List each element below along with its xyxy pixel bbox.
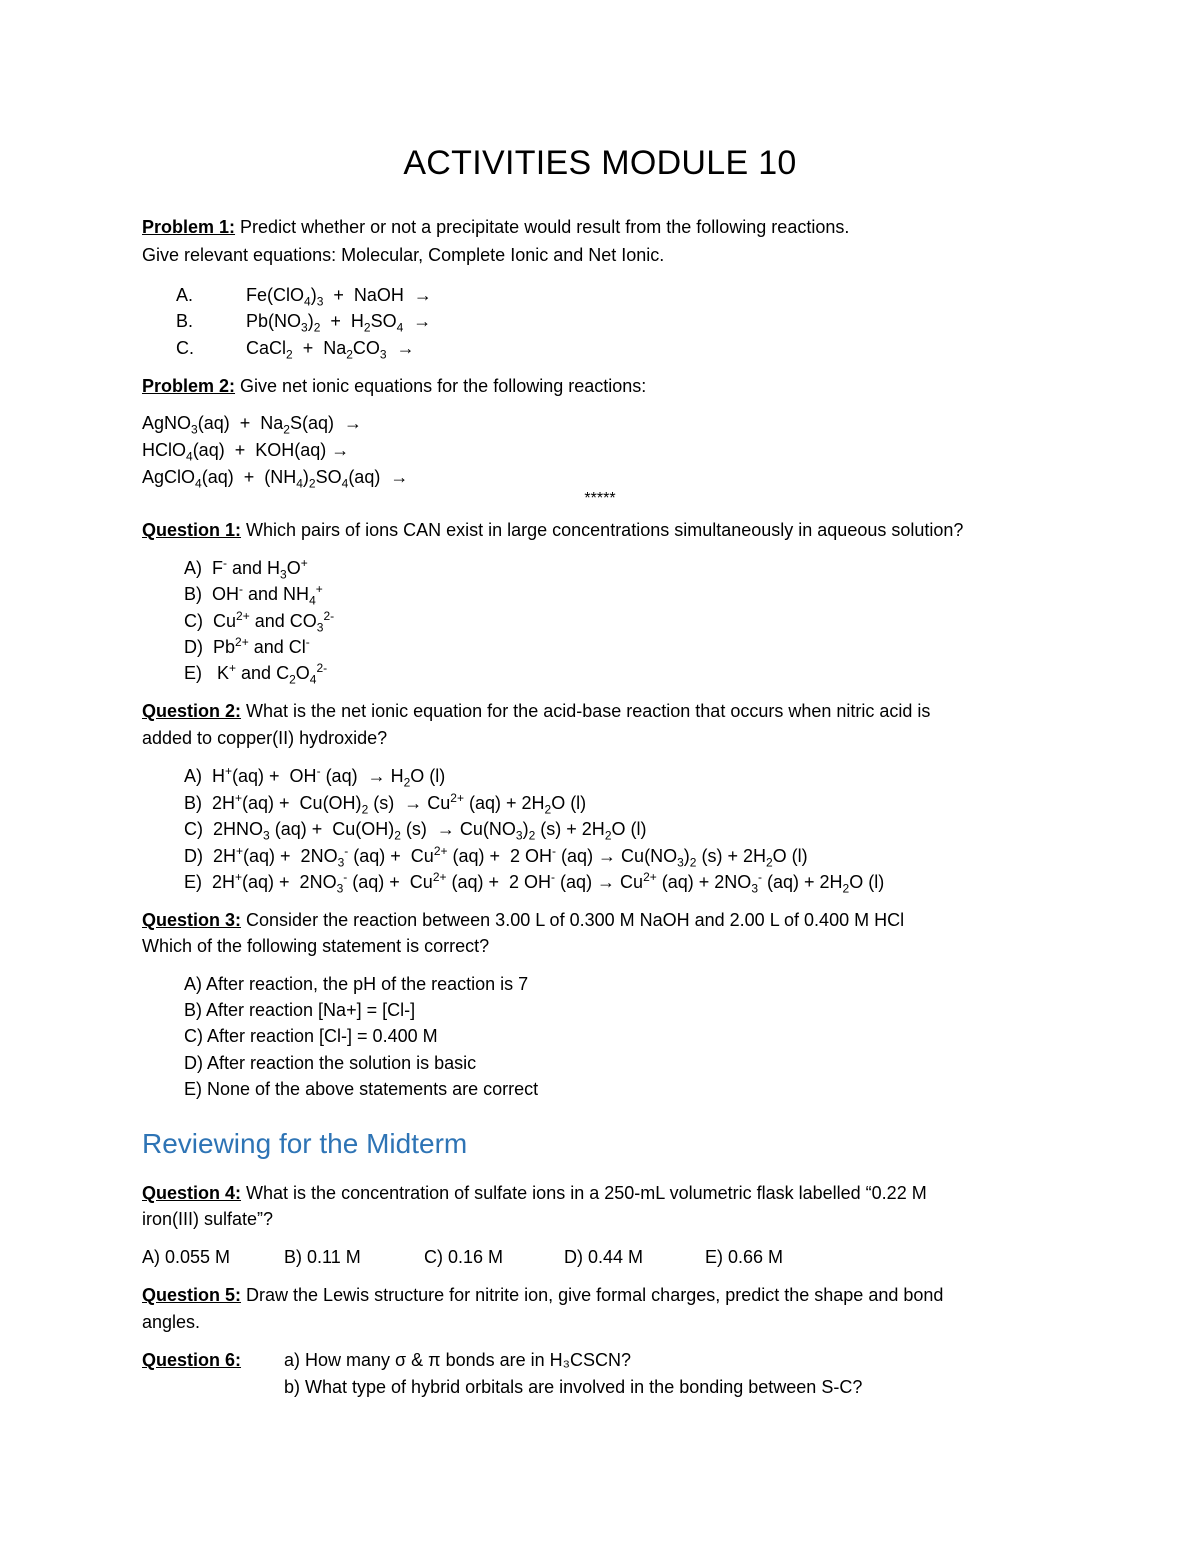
item-letter: C. [176,338,194,358]
question-3-option-a: A) After reaction, the pH of the reaction is 7 [184,974,529,994]
question-5-text: Draw the Lewis structure for nitrite ion, give formal charges, predict the shape and bond [246,1285,944,1305]
problem-1-item-c [176,337,415,362]
problem-1-item-a [176,284,432,309]
question-4-option-b: B) 0.11 M [284,1247,361,1267]
question-1-label: Question 1: [142,520,242,540]
question-2-label: Question 2: [142,701,242,721]
problem-1-text2: Give relevant equations: Molecular, Complete Ionic and Net Ionic. [142,245,665,265]
page-title: ACTIVITIES MODULE 10 [403,144,797,182]
equation: $Fe(ClO_4)_3$ + NaOH → [246,285,432,309]
problem-2-text: Give net ionic equations for the following reactions: [240,376,647,396]
question-4-label: Question 4: [142,1183,242,1203]
question-5 [142,1284,943,1306]
question-2-text2: added to copper(II) hydroxide? [142,728,388,748]
problem-2-eq-1: AgNO$_3$(aq) + $Na_2S(aq)$ → [142,413,362,437]
equation: CaCl$_2$ + $Na_2CO_3$ → [246,338,415,362]
question-4-options [142,1246,783,1268]
question-3-option-e: E) None of the above statements are correct [184,1079,539,1099]
question-1 [142,519,963,541]
question-1-option-c: C) $Cu^{2+}$ and $CO_3^{2-}$ [184,609,335,635]
question-4-option-d: D) 0.44 M [564,1247,644,1267]
problem-1-text: Predict whether or not a precipitate would result from the following reactions. [240,217,850,237]
question-6-label: Question 6: [142,1350,242,1370]
item-letter: B. [176,311,194,331]
question-6-part-b: b) What type of hybrid orbitals are involved in the bonding between S-C? [284,1377,863,1397]
question-6-part-a: a) How many σ & π bonds are in H₃CSCN? [284,1350,631,1370]
question-2-option-d: D) $2H^+(aq) + 2NO_3^-$ $(aq) + Cu^{2+}$ (aq) + 2 OH- $(aq) \to Cu(NO_3)_2$ $(s) + 2H_2O$ (l) [184,844,808,870]
question-1-option-a: A) F- and $H_3O^+$ [184,556,308,582]
question-3-option-b: B) After reaction [Na+] = [Cl-] [184,1000,416,1020]
question-3-option-d: D) After reaction the solution is basic [184,1053,477,1073]
item-letter: A. [176,285,194,305]
problem-2-eq-3: AgClO$_4$(aq) + $(NH_4)_2SO_4(aq)$ → [142,467,409,491]
question-1-option-b: B) OH- and $NH_4^+$ [184,582,323,608]
question-3-text2: Which of the following statement is correct? [142,936,490,956]
problem-1-label: Problem 1: [142,217,236,237]
equation: $Pb(NO_3)_2 + H_2SO_4$ → [246,311,432,335]
problem-2-eq-2: HClO$_4$(aq) + KOH(aq) → [142,440,350,464]
question-4-text: What is the concentration of sulfate ions in a 250-mL volumetric flask labelled “0.22 M [246,1183,927,1203]
question-5-text2: angles. [142,1312,201,1332]
problem-1-item-b [176,310,432,335]
question-3-label: Question 3: [142,910,242,930]
question-1-option-d: D) $Pb^{2+}$ and Cl- [184,635,310,657]
question-2-text: What is the net ionic equation for the acid-base reaction that occurs when nitric acid is [246,701,931,721]
question-2-option-a: A) H+(aq) + OH- $(aq) \to H_2O$ (l) [184,764,446,790]
question-4-option-a: A) 0.055 M [142,1247,231,1267]
problem-2-label: Problem 2: [142,376,236,396]
question-4 [142,1182,927,1204]
question-6 [142,1349,241,1371]
section-heading: Reviewing for the Midterm [142,1128,468,1159]
question-3-option-c: C) After reaction [Cl-] = 0.400 M [184,1026,438,1046]
question-2-option-b: B) $2H^+(aq) + Cu(OH)_2$ $(s) \to Cu^{2+}$ $(aq) + 2H_2O$ (l) [184,791,587,817]
question-2 [142,700,930,722]
question-4-text2: iron(III) sulfate”? [142,1209,274,1229]
question-5-label: Question 5: [142,1285,242,1305]
question-2-option-c: C) $2HNO_3$ $(aq) + Cu(OH)_2$ $(s) \to Cu(NO_3)_2$ $(s) + 2H_2O$ (l) [184,819,647,843]
question-3 [142,909,904,931]
question-4-option-e: E) 0.66 M [705,1247,784,1267]
question-1-text: Which pairs of ions CAN exist in large concentrations simultaneously in aqueous solution? [246,520,964,540]
question-4-option-c: C) 0.16 M [424,1247,504,1267]
question-1-option-e: E) K+ and $C_2O_4^{2-}$ [184,661,328,687]
problem-2 [142,375,646,397]
problem-1 [142,216,849,238]
question-2-option-e: E) $2H^+(aq) + 2NO_3^-$ $(aq) + Cu^{2+}$ (aq) + 2 OH- $(aq) \to Cu^{2+}$ $(aq) + 2NO_3^-$ $(aq) + 2H_2O$ (l) [184,870,885,896]
question-3-text: Consider the reaction between 3.00 L of 0.300 M NaOH and 2.00 L of 0.400 M HCl [246,910,905,930]
separator-stars: ***** [584,490,616,507]
